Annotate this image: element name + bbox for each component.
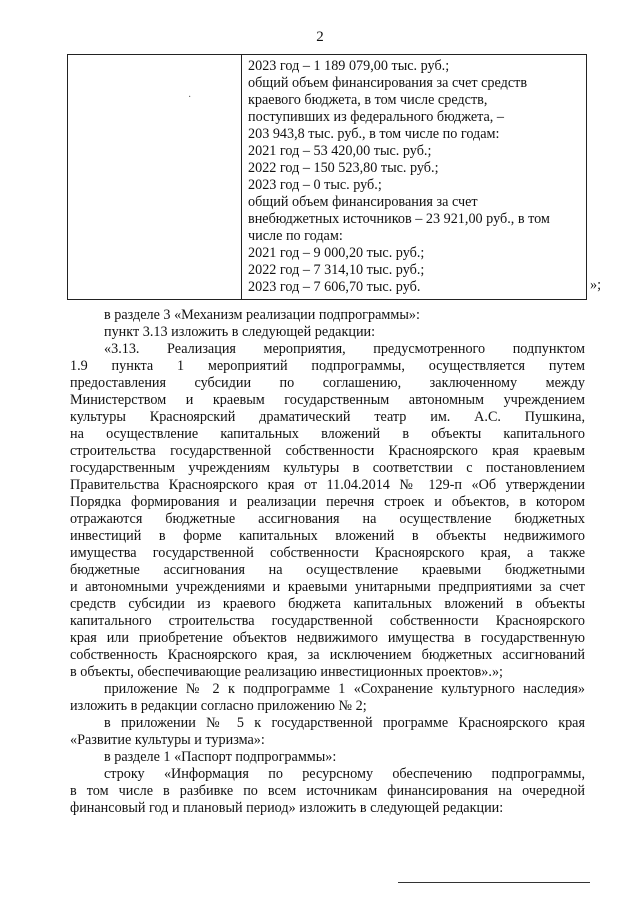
text-line: отражаются бюджетные ассигнования на осуществление бюджетных xyxy=(70,511,585,527)
text-line: «3.13. Реализация мероприятия, предусмотренного подпунктом xyxy=(104,341,585,357)
text-line: в разделе 3 «Механизм реализации подпрограммы»: xyxy=(104,307,420,323)
text-line: в объекты, обеспечивающие реализацию инвестиционных проектов».»; xyxy=(70,664,503,680)
table-line: внебюджетных источников – 23 921,00 руб., в том xyxy=(248,211,550,227)
table-line: поступивших из федерального бюджета, – xyxy=(248,109,504,125)
table-line: краевого бюджета, в том числе средств, xyxy=(248,92,488,108)
text-line: Порядка формирования и реализации перечня строек и объектов, в котором xyxy=(70,494,585,510)
text-line: и автономными учреждениями и краевыми унитарными предприятиями за счет xyxy=(70,579,585,595)
paragraph-p5 xyxy=(70,715,585,749)
table-line: 2023 год – 0 тыс. руб.; xyxy=(248,177,382,193)
table-line: 203 943,8 тыс. руб., в том числе по годам: xyxy=(248,126,500,142)
paragraph-p7 xyxy=(70,766,585,817)
paragraph-p6 xyxy=(70,749,585,766)
table-line: 2021 год – 9 000,20 тыс. руб.; xyxy=(248,245,425,261)
document-body xyxy=(70,307,585,817)
text-line: финансовый год и плановый период» изложить в следующей редакции: xyxy=(70,800,504,816)
text-line: на осуществление капитальных вложений в объекты капитального xyxy=(70,426,585,442)
financing-table xyxy=(67,54,587,300)
left-cell-mark: · xyxy=(188,92,192,103)
table-column-divider xyxy=(241,55,242,299)
text-line: бюджетные ассигнования на осуществление краевыми бюджетными xyxy=(70,562,585,578)
paragraph-p4 xyxy=(70,681,585,715)
text-line: строку «Информация по ресурсному обеспечению подпрограммы, xyxy=(104,766,585,782)
paragraph-p3 xyxy=(70,341,585,681)
table-line: 2022 год – 150 523,80 тыс. руб.; xyxy=(248,160,439,176)
text-line: государственным учреждениям культуры в соответствии с постановлением xyxy=(70,460,585,476)
text-line: средств субсидии из краевого бюджета капитальных вложений в объекты xyxy=(70,596,585,612)
text-line: в приложении № 5 к государственной программе Красноярского края xyxy=(104,715,585,731)
table-line: 2023 год – 1 189 079,00 тыс. руб.; xyxy=(248,58,450,74)
footer-rule xyxy=(398,882,590,883)
text-line: Правительства Красноярского края от 11.04.2014 № 129-п «Об утверждении xyxy=(70,477,585,493)
page-number: 2 xyxy=(316,29,324,45)
text-line: капитального строительства государственной собственности Красноярского xyxy=(70,613,585,629)
text-line: края или приобретение объектов недвижимого имущества в государственную xyxy=(70,630,585,646)
table-line: 2022 год – 7 314,10 тыс. руб.; xyxy=(248,262,425,278)
text-line: строительства государственной собственности Красноярского края краевым xyxy=(70,443,585,459)
text-line: в разделе 1 «Паспорт подпрограммы»: xyxy=(104,749,337,765)
table-line: числе по годам: xyxy=(248,228,343,244)
text-line: Министерством и краевым государственным автономным учреждением xyxy=(70,392,585,408)
text-line: 1.9 пункта 1 мероприятий подпрограммы, осуществляется путем xyxy=(70,358,585,374)
text-line: приложение № 2 к подпрограмме 1 «Сохранение культурного наследия» xyxy=(104,681,585,697)
text-line: собственность Красноярского края, за исключением бюджетных ассигнований xyxy=(70,647,585,663)
text-line: «Развитие культуры и туризма»: xyxy=(70,732,265,748)
table-line: 2021 год – 53 420,00 тыс. руб.; xyxy=(248,143,432,159)
table-line: 2023 год – 7 606,70 тыс. руб. xyxy=(248,279,421,295)
paragraph-p2 xyxy=(70,324,585,341)
text-line: культуры Красноярский драматический театр им. А.С. Пушкина, xyxy=(70,409,585,425)
table-closing-quote: »; xyxy=(590,277,602,293)
text-line: в том числе в разбивке по всем источникам финансирования на очередной xyxy=(70,783,585,799)
text-line: изложить в редакции согласно приложению № 2; xyxy=(70,698,367,714)
table-line: общий объем финансирования за счет средств xyxy=(248,75,528,91)
paragraph-p1 xyxy=(70,307,585,324)
text-line: пункт 3.13 изложить в следующей редакции: xyxy=(104,324,376,340)
text-line: предоставления субсидии по соглашению, заключенному между xyxy=(70,375,585,391)
text-line: инвестиций в форме капитальных вложений в объекты недвижимого xyxy=(70,528,585,544)
text-line: имущества государственной собственности Красноярского края, а также xyxy=(70,545,585,561)
table-line: общий объем финансирования за счет xyxy=(248,194,478,210)
financing-details-cell xyxy=(248,58,584,296)
